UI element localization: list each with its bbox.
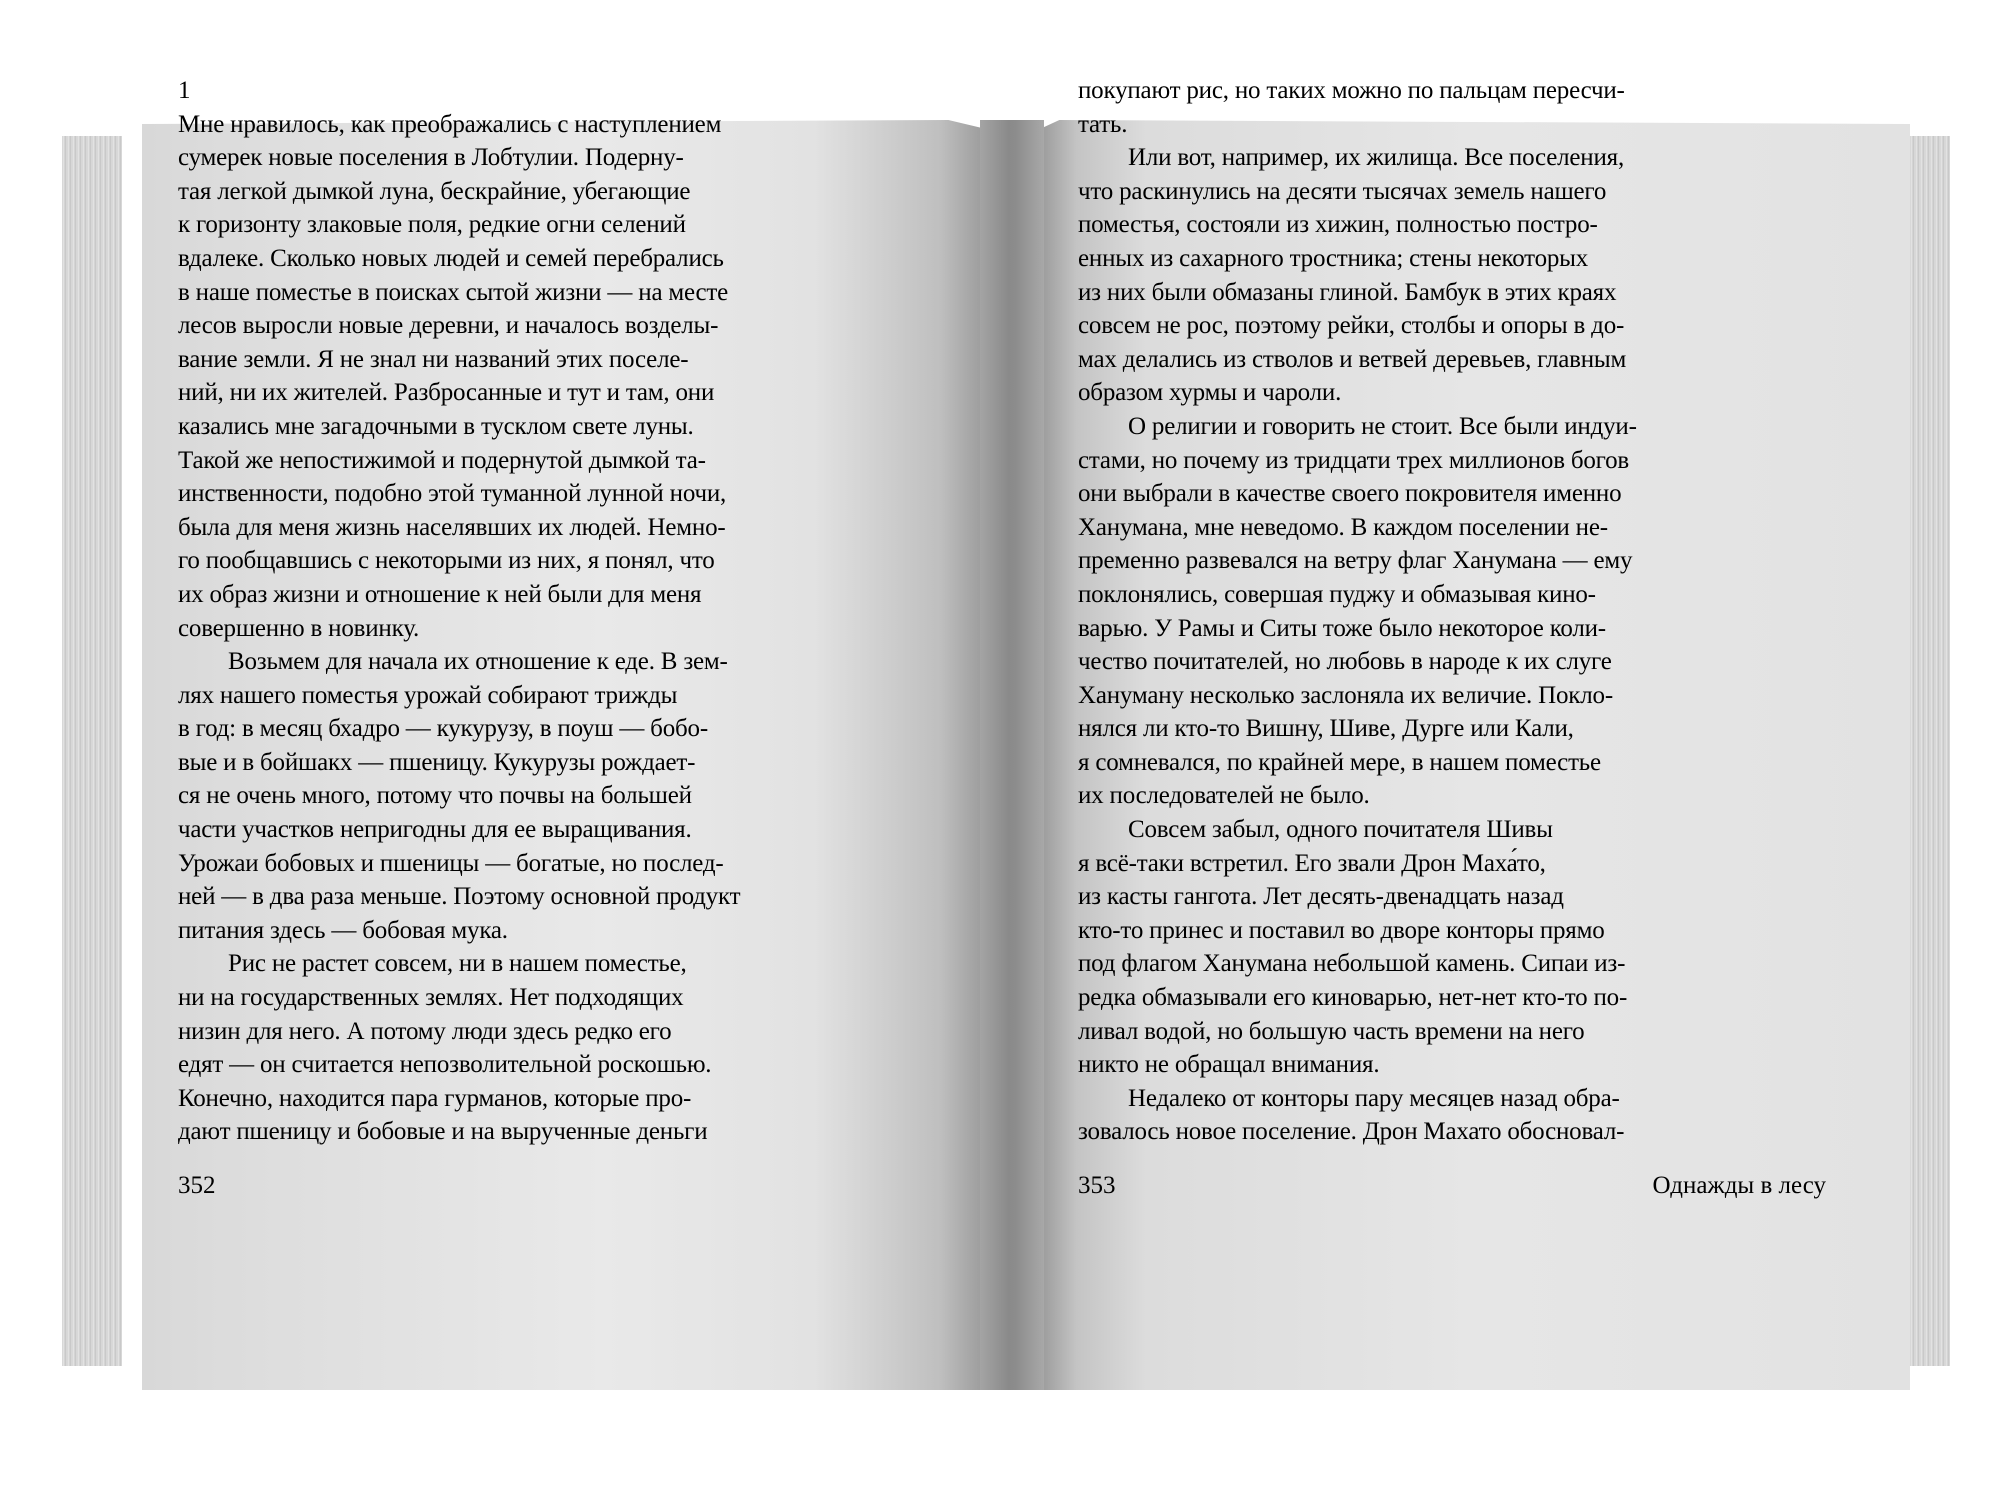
- text-line: Конечно, находится пара гурманов, которые про-: [178, 1084, 692, 1112]
- text-line: из касты гангота. Лет десять-двенадцать назад: [1078, 883, 1564, 911]
- right-page-text: [1078, 74, 1637, 1149]
- text-line: инственности, подобно этой туманной лунной ночи,: [178, 480, 727, 508]
- text-line: Мне нравилось, как преображались с наступлением: [178, 110, 722, 138]
- text-line: что раскинулись на десяти тысячах земель нашего: [1078, 177, 1607, 205]
- text-line: части участков непригодны для ее выращивания.: [178, 816, 692, 844]
- text-line: ней — в два раза меньше. Поэтому основной продукт: [178, 883, 741, 911]
- text-line: в наше поместье в поисках сытой жизни — на месте: [178, 278, 729, 306]
- page-number-right: 353: [1078, 1172, 1116, 1199]
- text-line: вдалеке. Сколько новых людей и семей перебрались: [178, 244, 724, 272]
- text-line: поместья, состояли из хижин, полностью постро-: [1078, 211, 1598, 239]
- text-line: О религии и говорить не стоит. Все были индуи-: [1128, 412, 1637, 440]
- text-line: енных из сахарного тростника; стены некоторых: [1078, 244, 1589, 272]
- text-line: Рис не растет совсем, ни в нашем поместье,: [228, 950, 687, 978]
- text-line: чество почитателей, но любовь в народе к их слуге: [1078, 648, 1612, 676]
- text-line: Такой же непостижимой и подернутой дымкой та-: [178, 446, 706, 474]
- running-head: Однажды в лесу: [1652, 1172, 1826, 1199]
- text-line: никто не обращал внимания.: [1078, 1051, 1380, 1079]
- text-line: сумерек новые поселения в Лобтулии. Подерну-: [178, 144, 684, 172]
- text-line: редка обмазывали его киноварью, нет-нет кто-то по-: [1078, 984, 1628, 1012]
- text-line: я всё-таки встретил. Его звали Дрон Маха́то,: [1078, 849, 1546, 877]
- text-line: ний, ни их жителей. Разбросанные и тут и там, они: [178, 379, 715, 407]
- text-line: Урожаи бобовых и пшеницы — богатые, но послед-: [178, 849, 724, 877]
- text-line: казались мне загадочными в тусклом свете луны.: [178, 412, 694, 440]
- text-line: из них были обмазаны глиной. Бамбук в этих краях: [1078, 278, 1617, 306]
- text-line: нялся ли кто-то Вишну, Шиве, Дурге или Кали,: [1078, 715, 1574, 743]
- text-line: к горизонту злаковые поля, редкие огни селений: [178, 211, 686, 239]
- text-line: тать.: [1078, 110, 1128, 138]
- text-line: ливал водой, но большую часть времени на него: [1078, 1017, 1585, 1045]
- page-number-left: 352: [178, 1172, 216, 1199]
- left-page-stack: [62, 136, 122, 1366]
- text-line: поклонялись, совершая пуджу и обмазывая кино-: [1078, 580, 1596, 608]
- left-page-text: [178, 74, 740, 1149]
- text-line: под флагом Ханумана небольшой камень. Сипаи из-: [1078, 950, 1626, 978]
- text-line: ни на государственных землях. Нет подходящих: [178, 984, 684, 1012]
- text-line: вые и в бойшакх — пшеницу. Кукурузы рождает-: [178, 748, 696, 776]
- text-line: Хануману несколько заслоняла их величие. Покло-: [1078, 681, 1613, 709]
- text-line: лесов выросли новые деревни, и началось возделы-: [178, 312, 719, 340]
- text-line: ся не очень много, потому что почвы на большей: [178, 782, 692, 810]
- text-line: их последователей не было.: [1078, 782, 1370, 810]
- text-line: Совсем забыл, одного почитателя Шивы: [1128, 816, 1553, 844]
- text-line: лях нашего поместья урожай собирают трижды: [178, 681, 678, 709]
- text-line: образом хурмы и чароли.: [1078, 379, 1342, 407]
- right-page-stack: [1910, 136, 1950, 1366]
- text-line: в год: в месяц бхадро — кукурузу, в поуш — бобо-: [178, 715, 708, 743]
- text-line: едят — он считается непозволительной роскошью.: [178, 1051, 712, 1079]
- text-line: варью. У Рамы и Ситы тоже было некоторое коли-: [1078, 614, 1606, 642]
- text-line: мах делались из стволов и ветвей деревьев, главным: [1078, 345, 1627, 373]
- text-line: го пообщавшись с некоторыми из них, я понял, что: [178, 547, 715, 575]
- text-line: стами, но почему из тридцати трех миллионов богов: [1078, 446, 1630, 474]
- book-spine-gutter: [980, 120, 1044, 1390]
- text-line: их образ жизни и отношение к ней были для меня: [178, 580, 702, 608]
- text-line: кто-то принес и поставил во дворе конторы прямо: [1078, 916, 1605, 944]
- chapter-number: 1: [178, 77, 191, 104]
- text-line: пременно развевался на ветру флаг Ханумана — ему: [1078, 547, 1633, 575]
- text-line: была для меня жизнь населявших их людей. Немно-: [178, 513, 726, 541]
- text-line: Возьмем для начала их отношение к еде. В зем-: [228, 648, 728, 676]
- text-line: зовалось новое поселение. Дрон Махато обосновал-: [1078, 1118, 1625, 1146]
- text-line: совершенно в новинку.: [178, 614, 420, 642]
- text-line: Ханумана, мне неведомо. В каждом поселении не-: [1078, 513, 1608, 541]
- text-line: тая легкой дымкой луна, бескрайние, убегающие: [178, 177, 691, 205]
- text-line: я сомневался, по крайней мере, в нашем поместье: [1078, 748, 1601, 776]
- text-line: Или вот, например, их жилища. Все поселения,: [1128, 144, 1625, 172]
- text-line: питания здесь — бобовая мука.: [178, 916, 508, 944]
- text-line: они выбрали в качестве своего покровителя именно: [1078, 480, 1622, 508]
- text-line: Недалеко от конторы пару месяцев назад обра-: [1128, 1084, 1620, 1112]
- text-line: дают пшеницу и бобовые и на вырученные деньги: [178, 1118, 708, 1146]
- text-line: совсем не рос, поэтому рейки, столбы и опоры в до-: [1078, 312, 1625, 340]
- text-line: низин для него. А потому люди здесь редко его: [178, 1017, 672, 1045]
- text-line: покупают рис, но таких можно по пальцам пересчи-: [1078, 77, 1625, 104]
- text-line: вание земли. Я не знал ни названий этих поселе-: [178, 345, 689, 373]
